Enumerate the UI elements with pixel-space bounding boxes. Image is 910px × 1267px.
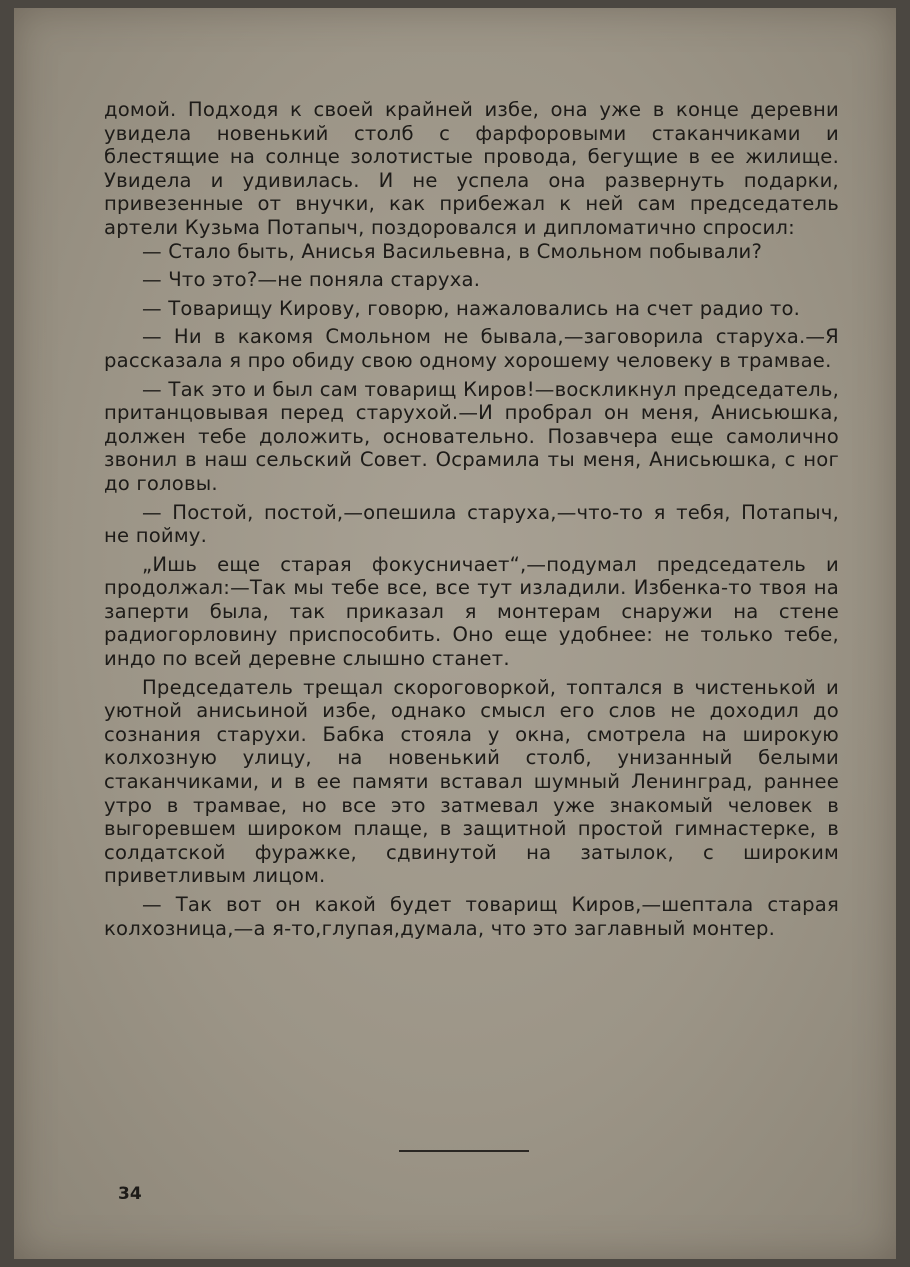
- book-page: [14, 8, 896, 1259]
- paragraph-8: „Ишь еще старая фокусничает“,—подумал председатель и продолжал:—Так мы тебе все, все тут изладили. Избенка-то твоя на заперти была, так приказал я монтерам снаружи на стене радиогорловину приспособить. Оно еще удобнее: не только тебе, индо по всей деревне слышно станет.: [104, 552, 839, 671]
- paragraph-2: — Стало быть, Анисья Васильевна, в Смольном побывали?: [142, 239, 763, 263]
- paragraph-10: — Так вот он какой будет товарищ Киров,—шептала старая колхозница,—а я-то,глупая,думала, что это заглавный монтер.: [104, 893, 839, 940]
- paragraph-4: — Товарищу Кирову, говорю, нажаловались на счет радио то.: [142, 296, 801, 320]
- paragraph-5: — Ни в какомя Смольном не бывала,—заговорила старуха.—Я рассказала я про обиду свою одному хорошему человеку в трамвае.: [104, 325, 839, 372]
- paragraph-9: Председатель трещал скороговоркой, топтался в чистенькой и уютной анисьиной избе, однако смысл его слов не доходил до сознания старухи. Бабка стояла у окна, смотрела на широкую колхозную улицу, на новенький столб, унизанный белыми стаканчиками, и в ее памяти вставал шумный Ленинград, раннее утро в трамвае, но все это затмевал уже знакомый человек в выгоревшем широком плаще, в защитной простой гимнастерке, в солдатской фуражке, сдвинутой на затылок, с широким приветливым лицом.: [104, 675, 839, 888]
- page-number: 34: [118, 1184, 142, 1204]
- paragraph-3: — Что это?—не поняла старуха.: [142, 268, 481, 292]
- body-text: [104, 98, 839, 940]
- paragraph-7: — Постой, постой,—опешила старуха,—что-то я тебя, Потапыч, не пойму.: [104, 500, 839, 548]
- paragraph-1: домой. Подходя к своей крайней избе, она уже в конце деревни увидела новенький столб с фарфоровыми стаканчиками и блестящие на солнце золотистые провода, бегущие в ее жилище. Увидела и удивилась. И не успела она развернуть подарки, привезенные от внучки, как прибежал к ней сам председатель артели Кузьма Потапыч, поздоровался и дипломатично спросил:: [104, 98, 839, 239]
- paragraph-6: — Так это и был сам товарищ Киров!—воскликнул председатель, пританцовывая перед старухой.—И пробрал он меня, Анисьюшка, должен тебе доложить, основательно. Позавчера еще самолично звонил в наш сельский Совет. Осрамила ты меня, Анисьюшка, с ног до головы.: [104, 377, 839, 495]
- section-divider: [399, 1150, 529, 1152]
